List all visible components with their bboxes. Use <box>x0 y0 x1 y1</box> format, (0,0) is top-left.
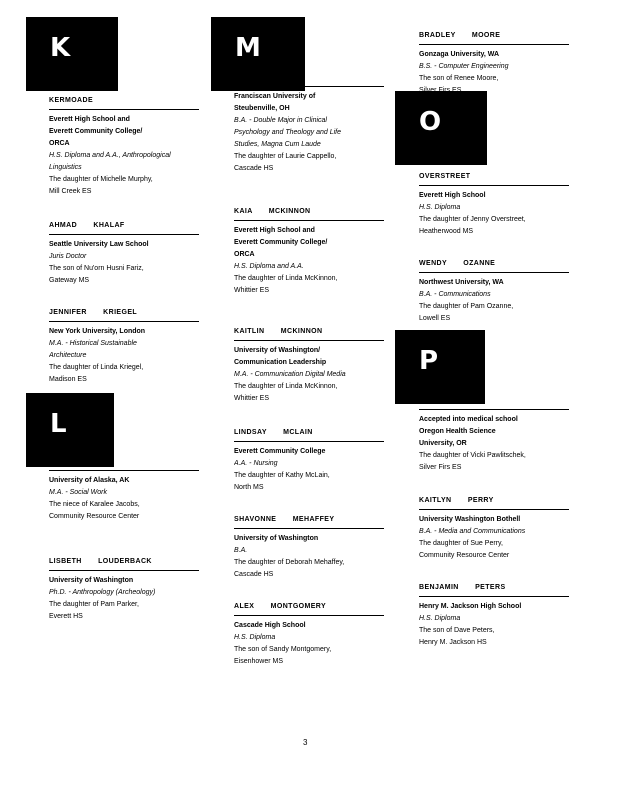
entry-divider <box>419 596 569 597</box>
entry-line: B.A. - Media and Communications <box>419 528 526 535</box>
entry-line: Community Resource Center <box>419 552 510 559</box>
entry-line: Everett Community College/ <box>234 239 328 246</box>
entry <box>49 307 199 386</box>
entry-name: SCHEK <box>419 397 446 404</box>
entry-line: H.S. Diploma <box>234 634 276 641</box>
entry-line: Silver Firs ES <box>419 464 462 471</box>
entry-divider <box>419 272 569 273</box>
entry <box>234 514 384 581</box>
entry-line: B.A. - Double Major in Clinical <box>234 117 327 124</box>
entry-name: KERMOADE <box>49 97 94 104</box>
entry-line: The daughter of Jenny Overstreet, <box>419 216 526 223</box>
entry-line: Henry M. Jackson HS <box>419 639 487 646</box>
letter-k: K <box>50 33 71 63</box>
entry-line: Studies, Magna Cum Laude <box>234 141 321 148</box>
entry-divider <box>234 340 384 341</box>
entry-divider <box>419 509 569 510</box>
entry-line: The daughter of Linda McKinnon, <box>234 383 338 390</box>
entry-line: Ph.D. - Anthropology (Archeology) <box>49 589 156 596</box>
entry-line: North MS <box>234 484 264 491</box>
entry-line: B.S. - Computer Engineering <box>419 63 509 70</box>
entry-line: The daughter of Pam Ozanne, <box>419 303 514 310</box>
entry-divider <box>234 86 384 87</box>
entry-line: The daughter of Kathy McLain, <box>234 472 330 479</box>
letter-block-k <box>26 17 118 91</box>
entry-line: M.A. - Communication Digital Media <box>234 371 346 378</box>
entry-line: Gonzaga University, WA <box>419 51 499 58</box>
entry-name: LISBETH LOUDERBACK <box>49 558 152 565</box>
entry-line: The daughter of Sue Perry, <box>419 540 503 547</box>
entry-line: Everett High School and <box>49 116 130 123</box>
entry-name: BRADLEY MOORE <box>419 32 501 39</box>
entry <box>234 427 384 494</box>
letter-block-m <box>211 17 305 91</box>
entry-divider <box>234 615 384 616</box>
entry-line: University of Alaska, AK <box>49 477 130 484</box>
entry <box>234 206 384 297</box>
entry-line: Seattle University Law School <box>49 241 149 248</box>
entry-line: Everett High School and <box>234 227 315 234</box>
entry <box>419 582 569 649</box>
entry-line: Lowell ES <box>419 315 451 322</box>
entry-line: Steubenville, OH <box>234 105 290 112</box>
entry <box>234 326 384 405</box>
entry-divider <box>234 441 384 442</box>
entry <box>419 395 569 474</box>
entry-line: Eisenhower MS <box>234 658 284 665</box>
entry-line: M.A. - Historical Sustainable <box>49 340 137 347</box>
entry-line: The daughter of Linda McKinnon, <box>234 275 338 282</box>
entry <box>49 456 199 523</box>
letter-p: P <box>419 346 439 376</box>
letter-block-o <box>395 91 487 165</box>
entry-divider <box>49 109 199 110</box>
entry <box>419 171 569 238</box>
entry-name: JENNIFER KRIEGEL <box>49 309 138 316</box>
entry-line: Henry M. Jackson High School <box>419 603 522 610</box>
letter-l: L <box>50 409 67 439</box>
entry-line: Linguistics <box>49 164 82 171</box>
entry-divider <box>419 409 569 410</box>
entry-line: The daughter of Deborah Mehaffey, <box>234 559 345 566</box>
entry-line: Cascade High School <box>234 622 306 629</box>
entry-line: Cascade HS <box>234 165 274 172</box>
entry-line: New York University, London <box>49 328 146 335</box>
entry-divider <box>49 570 199 571</box>
entry-line: The daughter of Michelle Murphy, <box>49 176 153 183</box>
entry-line: University of Washington/ <box>234 347 321 354</box>
entry-divider <box>234 528 384 529</box>
entry-name: ALEX MONTGOMERY <box>234 603 327 610</box>
entry-line: The niece of Karalee Jacobs, <box>49 501 140 508</box>
entry-line: Architecture <box>49 352 87 359</box>
entry-line: Oregon Health Science <box>419 428 496 435</box>
entry-line: M.A. - Social Work <box>49 489 107 496</box>
entry-line: The daughter of Laurie Cappello, <box>234 153 337 160</box>
entry-name: BENJAMIN PETERS <box>419 584 506 591</box>
entry-name: LINDSAY MCLAIN <box>234 429 313 436</box>
entry <box>49 95 199 198</box>
entry-line: The son of Renee Moore, <box>419 75 499 82</box>
entry-line: Accepted into medical school <box>419 416 518 423</box>
entry-line: B.A. - Communications <box>419 291 491 298</box>
entry-divider <box>49 321 199 322</box>
entry-line: Whittier ES <box>234 395 270 402</box>
entry-line: The daughter of Pam Parker, <box>49 601 139 608</box>
entry-line: The daughter of Vicki Pawlitschek, <box>419 452 526 459</box>
entry-line: Everett HS <box>49 613 83 620</box>
entry-line: University of Washington <box>234 535 319 542</box>
entry-line: H.S. Diploma and A.A. <box>234 263 304 270</box>
entry-name: KAITLIN MCKINNON <box>234 328 323 335</box>
entry-name: WENDY OZANNE <box>419 260 496 267</box>
entry <box>49 556 199 623</box>
entry-line: Cascade HS <box>234 571 274 578</box>
entry-line: University of Washington <box>49 577 134 584</box>
entry-line: Everett High School <box>419 192 486 199</box>
entry-divider <box>234 220 384 221</box>
entry-divider <box>49 234 199 235</box>
letter-block-p <box>395 330 485 404</box>
entry-line: Heatherwood MS <box>419 228 474 235</box>
entry-line: The son of Sandy Montgomery, <box>234 646 332 653</box>
entry <box>49 220 199 287</box>
entry-line: Communication Leadership <box>234 359 327 366</box>
entry-name: OVERSTREET <box>419 173 471 180</box>
entry <box>234 84 384 175</box>
entry-line: A.A. - Nursing <box>234 460 278 467</box>
entry-line: University Washington Bothell <box>419 516 521 523</box>
entry-line: Northwest University, WA <box>419 279 504 286</box>
entry-line: The son of Nu'orn Husni Fariz, <box>49 265 144 272</box>
entry-line: ORCA <box>234 251 255 258</box>
entry-name: AHMAD KHALAF <box>49 222 125 229</box>
entry-name: ARRABEE <box>49 458 87 465</box>
entry-line: Silver Firs ES <box>419 87 462 94</box>
entry-line: H.S. Diploma and A.A., Anthropological <box>49 152 171 159</box>
page-number: 3 <box>303 738 308 747</box>
entry-name: KAITLYN PERRY <box>419 497 494 504</box>
entry-divider <box>419 44 569 45</box>
letter-o: O <box>419 107 442 137</box>
entry-line: Madison ES <box>49 376 87 383</box>
entry-divider <box>49 470 199 471</box>
entry-line: B.A. <box>234 547 248 554</box>
entry-line: Community Resource Center <box>49 513 140 520</box>
entry-line: H.S. Diploma <box>419 615 461 622</box>
entry-line: University, OR <box>419 440 467 447</box>
entry-divider <box>419 185 569 186</box>
entry-line: Gateway MS <box>49 277 90 284</box>
entry-line: H.S. Diploma <box>419 204 461 211</box>
entry-line: The daughter of Linda Kriegel, <box>49 364 144 371</box>
entry-line: Whittier ES <box>234 287 270 294</box>
letter-m: M <box>235 33 261 63</box>
entry-line: The son of Dave Peters, <box>419 627 495 634</box>
entry <box>419 258 569 325</box>
entry-name: KAIA MCKINNON <box>234 208 311 215</box>
entry <box>419 30 569 97</box>
entry-name: SHAVONNE MEHAFFEY <box>234 516 335 523</box>
entry-line: Everett Community College/ <box>49 128 143 135</box>
entry-line: Franciscan University of <box>234 93 316 100</box>
entry-line: Everett Community College <box>234 448 326 455</box>
entry <box>234 601 384 668</box>
entry <box>419 495 569 562</box>
entry-line: Mill Creek ES <box>49 188 92 195</box>
entry-line: Juris Doctor <box>49 253 87 260</box>
entry-line: Psychology and Theology and Life <box>234 129 342 136</box>
entry-line: ORCA <box>49 140 70 147</box>
